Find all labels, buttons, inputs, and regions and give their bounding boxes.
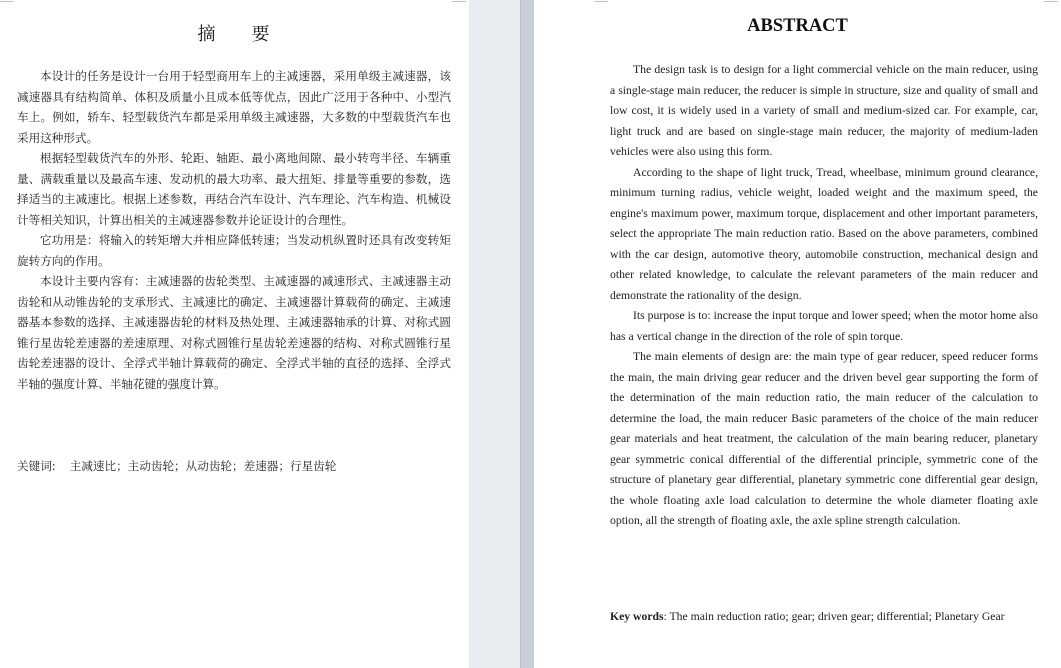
cn-keywords-label: 关键词: [17,459,56,473]
en-paragraph: Its purpose is to: increase the input torque and lower speed; when the motor home also has a vertical change in the direction of the role of spin torque. [610,309,1038,343]
crop-mark [452,1,466,2]
cn-keywords-text: 主减速比；主动齿轮；从动齿轮；差速器；行星齿轮 [69,459,337,473]
en-paragraph: According to the shape of light truck, Tread, wheelbase, minimum ground clearance, minimum turning radius, vehicle weight, loaded weight and the maximum speed, the engine's maximum power, maximum torque, displacement and other important parameters, select the appropriate The main reduction ratio. Based on the above parameters, combined with the car design, automotive theory, automobile construction, mechanical design and other related knowledge, to calculate the relevant parameters of the main reducer and demonstrate the rationality of the design. [610,165,1038,302]
cn-paragraph: 根据轻型载货汽车的外形、轮距、轴距、最小离地间隙、最小转弯半径、车辆重量、满载重量以及最高车速、发动机的最大功率、最大扭矩、排量等重要的参数，选择适当的主减速比。根据上述参数，再结合汽车设计、汽车理论、汽车构造、机械设计等相关知识，计算出相关的主减速器参数并论证设计的合理性。 [17,151,451,227]
cn-abstract-title [0,20,469,46]
crop-mark [1044,1,1058,2]
en-abstract-body [610,60,1038,532]
cn-paragraph: 本设计主要内容有：主减速器的齿轮类型、主减速器的减速形式、主减速器主动齿轮和从动锥齿轮的支承形式、主减速比的确定、主减速器计算载荷的确定、主减速器基本参数的选择、主减速器齿轮的材料及热处理、主减速器轴承的计算、对称式圆锥行星齿轮差速器的差速原理、对称式圆锥行星齿轮差速器的结构、对称式圆锥行星齿轮差速器的设计、全浮式半轴计算载荷的确定、全浮式半轴的直径的选择、全浮式半轴的强度计算、半轴花键的强度计算。 [17,274,451,391]
crop-mark [0,1,14,2]
cn-abstract-body [17,66,451,394]
cn-title-char: 摘 [197,24,218,45]
cn-keywords [17,458,457,474]
en-keywords [610,610,1040,623]
en-keywords-label: Key words [610,610,664,623]
page-divider [520,0,535,668]
en-abstract-title: ABSTRACT [747,16,848,36]
crop-mark [594,1,608,2]
cn-title-char: 要 [251,24,272,45]
cn-paragraph: 本设计的任务是设计一台用于轻型商用车上的主减速器，采用单级主减速器，该减速器具有结构简单、体积及质量小且成本低等优点，因此广泛用于各种中、小型汽车上。例如，轿车、轻型载货汽车都是采用单级主减速器，大多数的中型载货汽车也采用这种形式。 [17,69,451,145]
en-keywords-text: : The main reduction ratio; gear; driven gear; differential; Planetary Gear [663,610,1005,623]
en-paragraph: The main elements of design are: the main type of gear reducer, speed reducer forms the main, the main driving gear reducer and the driven bevel gear supporting the form of the determination of the main reduction ratio, the main reducer of the calculation to determine the load, the main reducer Basic parameters of the choice of the main reducer gear materials and heat treatment, the calculation of the main bearing reducer, planetary gear symmetric conical differential of the differential principle, symmetric cone of the structure of planetary gear differential, planetary symmetric cone differential gear design, the whole floating axle load calculation to determine the whole diameter floating axle option, all the strength of floating axle, the axle spline strength calculation. [610,350,1038,527]
page-gutter [469,0,520,668]
cn-paragraph: 它功用是：将输入的转矩增大并相应降低转速；当发动机纵置时还具有改变转矩旋转方向的作用。 [17,233,451,268]
en-paragraph: The design task is to design for a light commercial vehicle on the main reducer, using a single-stage main reducer, the reducer is simple in structure, size and quality of small and low cost, it is widely used in a variety of small and medium-sized car. For example, car, light truck and are based on single-stage main reducer, the majority of medium-laden vehicles were also using this form. [610,63,1038,158]
